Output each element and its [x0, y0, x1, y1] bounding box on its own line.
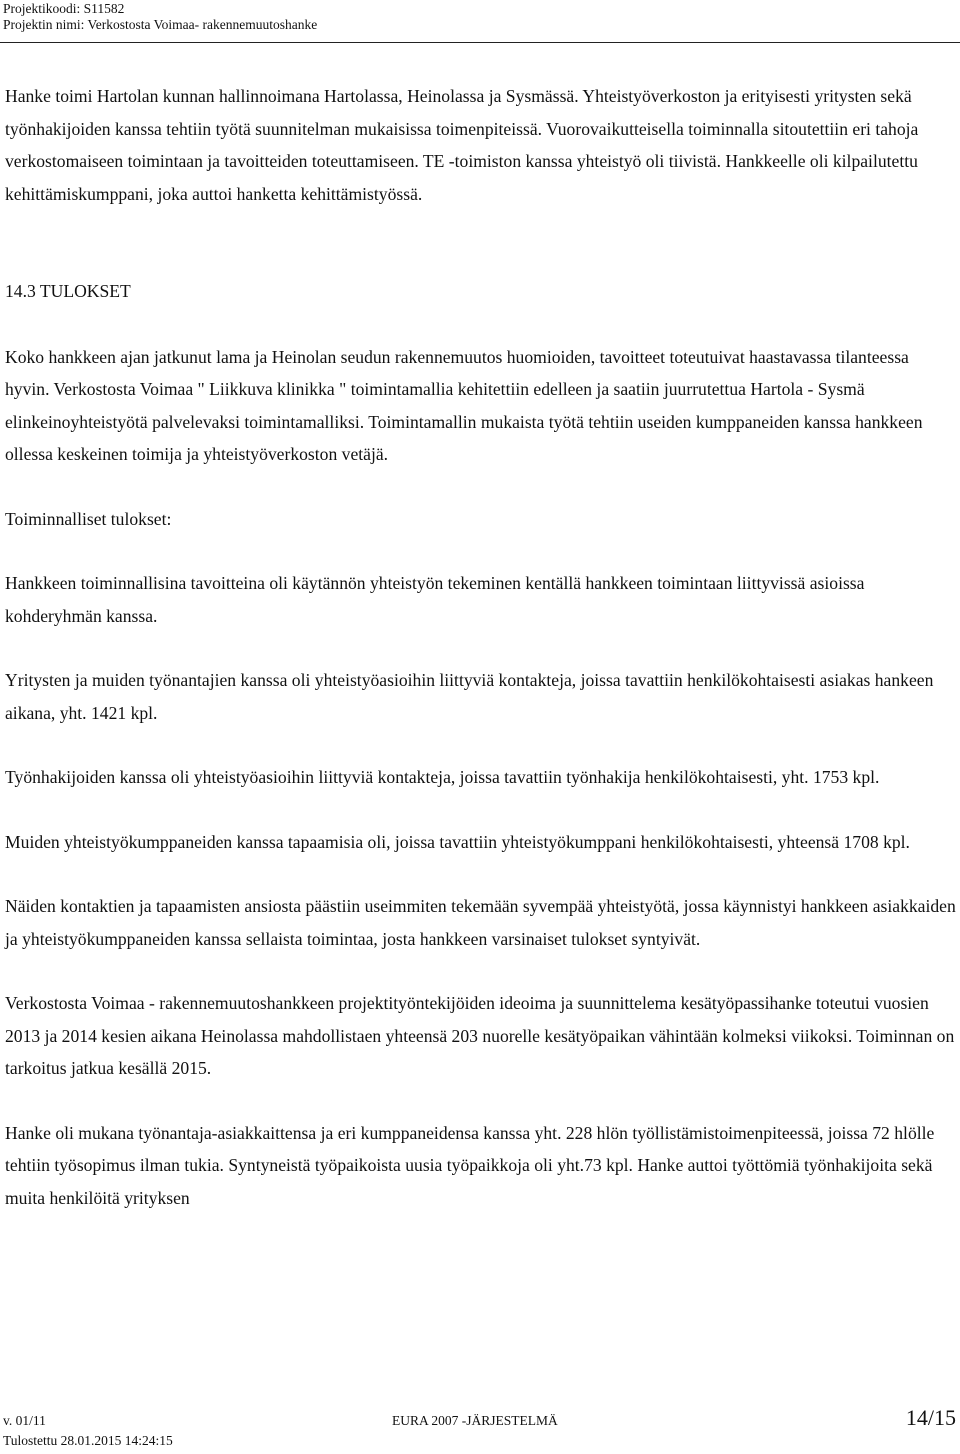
companies-paragraph: Yritysten ja muiden työnantajien kanssa oli yhteistyöasioihin liittyviä kontakteja, joissa tavattiin henkilökohtaisesti asiakas hankeen aikana, yht. 1421 kpl. [5, 670, 934, 723]
system-name: EURA 2007 -JÄRJESTELMÄ [392, 1413, 558, 1428]
print-timestamp: Tulostettu 28.01.2015 14:24:15 [3, 1433, 173, 1448]
project-name: Projektin nimi: Verkostosta Voimaa- rakennemuutoshanke [3, 17, 318, 32]
summer-jobs-paragraph: Verkostosta Voimaa - rakennemuutoshankkeen projektityöntekijöiden ideoima ja suunnittelema kesätyöpassihanke toteutui vuosien 2013 ja 2014 kesien aikana Heinolassa mahdollistaen yhteensä 203 nuorelle kesätyöpaikan vähintään kolmeksi viikoksi. Toiminnan on tarkoitus jatkua kesällä 2015. [5, 993, 955, 1078]
contacts-paragraph: Näiden kontaktien ja tapaamisten ansiosta päästiin useimmiten tekemään syvempää yhteistyötä, jossa käynnistyi hankkeen asiakkaiden ja yhteistyökumppaneiden kanssa sellaista toimintaa, josta hankkeen varsinaiset tulokset syntyivät. [5, 896, 956, 949]
employment-paragraph: Hanke oli mukana työnantaja-asiakkaittensa ja eri kumppaneidensa kanssa yht. 228 hlön työllistämistoimenpiteessä, joissa 72 hlölle tehtiin työsopimus ilman tukia. Syntyneistä työpaikoista uusia työpaikkoja oli yht.73 kpl. Hanke auttoi työttömiä työnhakijoita sekä muita henkilöitä yrityksen [5, 1122, 935, 1208]
jobseekers-paragraph: Työnhakijoiden kanssa oli yhteistyöasioihin liittyviä kontakteja, joissa tavattiin työnhakija henkilökohtaisesti, yht. 1753 kpl. [5, 767, 880, 787]
goals-paragraph: Hankkeen toiminnallisina tavoitteina oli käytännön yhteistyön tekeminen kentällä hankkeen toimintaan liittyvissä asioissa kohderyhmän kanssa. [5, 573, 865, 626]
header-divider [0, 42, 960, 43]
section-heading: 14.3 TULOKSET [5, 281, 131, 301]
partners-paragraph: Muiden yhteistyökumppaneiden kanssa tapaamisia oli, joissa tavattiin yhteistyökumppani henkilökohtaisesti, yhteensä 1708 kpl. [5, 831, 910, 852]
intro-paragraph: Hanke toimi Hartolan kunnan hallinnoimana Hartolassa, Heinolassa ja Sysmässä. Yhteistyöverkoston ja erityisesti yritysten sekä työnhakijoiden kanssa tehtiin työtä suunnitelman mukaisissa toimenpiteissä. Vuorovaikutteisella toiminnalla sitoutettiin eri tahoja verkostomaiseen toimintaan ja tavoitteiden toteuttamiseen. TE -toimiston kanssa yhteistyö oli tiivistä. Hankkeelle oli kilpailutettu kehittämiskumppani, joka auttoi hanketta kehittämistyössä. [5, 86, 919, 204]
footer-meta [3, 1411, 173, 1451]
document-body [5, 80, 957, 1214]
results-subheading: Toiminnalliset tulokset: [5, 508, 172, 529]
project-code: Projektikoodi: S11582 [3, 1, 125, 16]
results-paragraph: Koko hankkeen ajan jatkunut lama ja Heinolan seudun rakennemuutos huomioiden, tavoitteet toteutuivat haastavassa tilanteessa hyvin. Verkostosta Voimaa " Liikkuva klinikka " toimintamallia kehitettiin edelleen ja saatiin juurrutettua Hartola - Sysmä elinkeinoyhteistyötä palvelevaksi toimintamalliksi. Toimintamallin mukaista työtä tehtiin useiden kumppaneiden kanssa hankkeen ollessa keskeinen toimija ja yhteistyöverkoston vetäjä. [5, 346, 923, 464]
page-header [3, 1, 317, 33]
version-label: v. 01/11 [3, 1413, 46, 1428]
page-number: 14/15 [905, 1405, 956, 1430]
